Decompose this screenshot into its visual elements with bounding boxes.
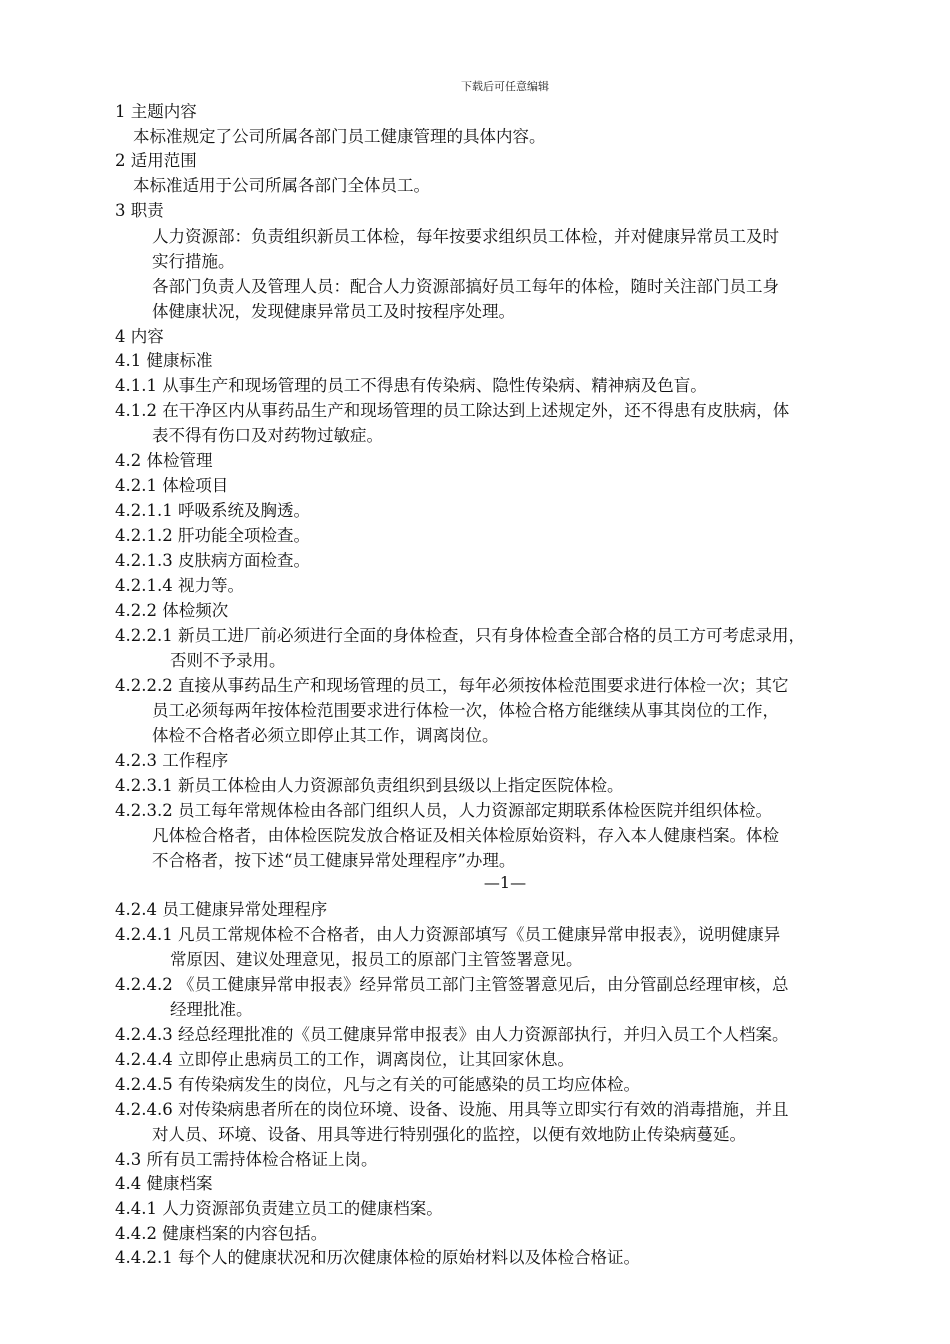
- subsection-heading: 4.2.2 体检频次: [115, 601, 229, 620]
- paragraph-line: 实行措施。: [152, 252, 235, 271]
- clause-line: 4.1.2 在干净区内从事药品生产和现场管理的员工除达到上述规定外，还不得患有皮肤病，体: [115, 401, 790, 420]
- clause-line: 4.4.1 人力资源部负责建立员工的健康档案。: [115, 1199, 443, 1218]
- paragraph-line: 体健康状况，发现健康异常员工及时按程序处理。: [152, 302, 515, 321]
- subsection-heading: 4.1 健康标准: [115, 351, 213, 370]
- clause-continuation: 体检不合格者必须立即停止其工作，调离岗位。: [152, 726, 499, 745]
- section-heading: 3 职责: [115, 201, 164, 220]
- clause-line: 4.2.4.2 《员工健康异常申报表》经异常员工部门主管签署意见后，由分管副总经理审核，总: [115, 975, 789, 994]
- clause-line: 4.1.1 从事生产和现场管理的员工不得患有传染病、隐性传染病、精神病及色盲。: [115, 376, 707, 395]
- section-heading: 2 适用范围: [115, 151, 197, 170]
- clause-continuation: 否则不予录用。: [170, 651, 286, 670]
- clause-line: 4.2.4.5 有传染病发生的岗位，凡与之有关的可能感染的员工均应体检。: [115, 1075, 640, 1094]
- clause-line: 4.2.1.2 肝功能全项检查。: [115, 526, 310, 545]
- subsection-heading: 4.2.1 体检项目: [115, 476, 229, 495]
- paragraph-line: 人力资源部：负责组织新员工体检，每年按要求组织员工体检，并对健康异常员工及时: [152, 227, 779, 246]
- page-number: —1—: [483, 873, 527, 892]
- paragraph-line: 本标准适用于公司所属各部门全体员工。: [133, 176, 430, 195]
- clause-line: 4.2.1.4 视力等。: [115, 576, 244, 595]
- subsection-heading: 4.2 体检管理: [115, 451, 213, 470]
- clause-line: 4.2.4.4 立即停止患病员工的工作，调离岗位，让其回家休息。: [115, 1050, 574, 1069]
- section-heading: 1 主题内容: [115, 102, 197, 121]
- clause-line: 4.2.4.6 对传染病患者所在的岗位环境、设备、设施、用具等立即实行有效的消毒措施，并且: [115, 1100, 789, 1119]
- subsection-heading: 4.2.3 工作程序: [115, 751, 229, 770]
- clause-continuation: 经理批准。: [170, 1000, 253, 1019]
- section-heading: 4 内容: [115, 327, 164, 346]
- subsection-heading: 4.4 健康档案: [115, 1174, 213, 1193]
- clause-line: 4.4.2 健康档案的内容包括。: [115, 1224, 328, 1243]
- clause-continuation: 表不得有伤口及对药物过敏症。: [152, 426, 383, 445]
- paragraph-line: 本标准规定了公司所属各部门员工健康管理的具体内容。: [133, 127, 546, 146]
- clause-line: 4.2.2.1 新员工进厂前必须进行全面的身体检查，只有身体检查全部合格的员工方可考虑录用，: [115, 626, 805, 645]
- clause-line: 4.2.4.3 经总经理批准的《员工健康异常申报表》由人力资源部执行，并归入员工个人档案。: [115, 1025, 789, 1044]
- clause-line: 4.4.2.1 每个人的健康状况和历次健康体检的原始材料以及体检合格证。: [115, 1248, 640, 1267]
- clause-line: 4.2.1.1 呼吸系统及胸透。: [115, 501, 310, 520]
- clause-line: 4.2.3.2 员工每年常规体检由各部门组织人员，人力资源部定期联系体检医院并组织体检。: [115, 801, 772, 820]
- clause-line: 4.2.3.1 新员工体检由人力资源部负责组织到县级以上指定医院体检。: [115, 776, 624, 795]
- clause-line: 4.2.4.1 凡员工常规体检不合格者，由人力资源部填写《员工健康异常申报表》，说明健康异: [115, 925, 781, 944]
- clause-line: 4.3 所有员工需持体检合格证上岗。: [115, 1150, 378, 1169]
- clause-continuation: 员工必须每两年按体检范围要求进行体检一次，体检合格方能继续从事其岗位的工作，: [152, 701, 779, 720]
- clause-line: 4.2.1.3 皮肤病方面检查。: [115, 551, 310, 570]
- paragraph-line: 各部门负责人及管理人员：配合人力资源部搞好员工每年的体检，随时关注部门员工身: [152, 277, 779, 296]
- page-header-note: 下载后可任意编辑: [461, 80, 549, 93]
- clause-continuation: 凡体检合格者，由体检医院发放合格证及相关体检原始资料，存入本人健康档案。体检: [152, 826, 779, 845]
- clause-continuation: 对人员、环境、设备、用具等进行特别强化的监控，以便有效地防止传染病蔓延。: [152, 1125, 746, 1144]
- clause-continuation: 常原因、建议处理意见，报员工的原部门主管签署意见。: [170, 950, 583, 969]
- clause-continuation: 不合格者，按下述“员工健康异常处理程序”办理。: [152, 851, 516, 870]
- clause-line: 4.2.2.2 直接从事药品生产和现场管理的员工，每年必须按体检范围要求进行体检一次；其它: [115, 676, 789, 695]
- subsection-heading: 4.2.4 员工健康异常处理程序: [115, 900, 328, 919]
